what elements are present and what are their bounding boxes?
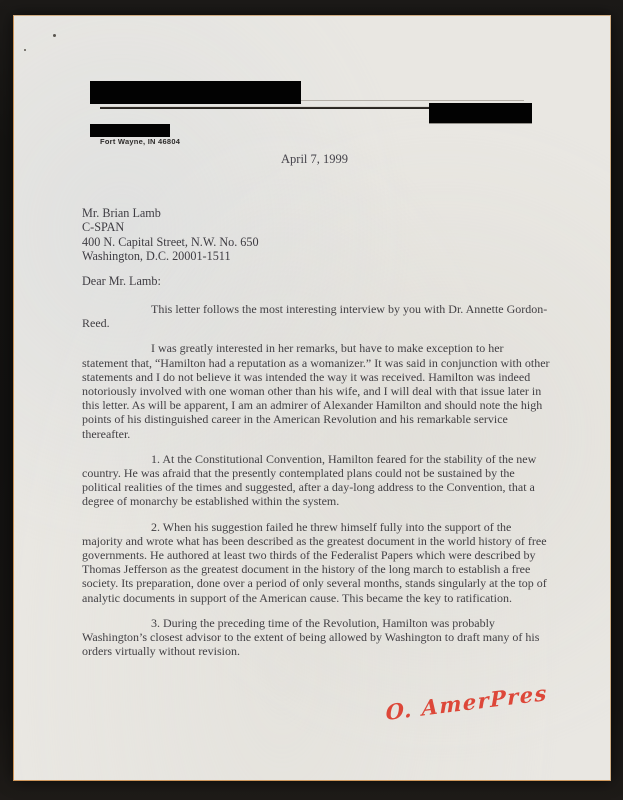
recipient-org: C-SPAN <box>82 220 125 235</box>
paragraph-point-1: 1. At the Constitutional Convention, Hamilton feared for the stability of the new country. He was afraid that the presently contemplated plans could not be sustained by the political realities of the times and suggested, after a day-long address to the Convention, that a degree of monarchy be established within the system. <box>82 451 537 509</box>
redaction-letterhead-right <box>429 103 532 123</box>
recipient-name: Mr. Brian Lamb <box>82 206 161 220</box>
salutation: Dear Mr. Lamb: <box>82 274 161 288</box>
recipient-city: Washington, D.C. 20001-1511 <box>82 249 231 264</box>
redaction-street-address <box>90 124 170 137</box>
paragraph-point-3: 3. During the preceding time of the Revolution, Hamilton was probably Washington’s closest advisor to the extent of being allowed by Washington to draft many of his orders virtually without revision. <box>82 615 540 659</box>
redaction-letterhead-name <box>90 81 301 104</box>
letter-date: April 7, 1999 <box>281 152 349 166</box>
handwritten-annotation: O. AmerPres <box>385 679 548 725</box>
letter-body <box>82 302 550 669</box>
letterhead-rule <box>100 106 430 109</box>
recipient-address-block <box>82 206 259 264</box>
letterhead-rule-thin <box>284 100 524 101</box>
scan-speck <box>53 34 56 37</box>
letterhead-city: Fort Wayne, IN 46804 <box>100 137 181 146</box>
recipient-street: 400 N. Capital Street, N.W. No. 650 <box>82 234 259 249</box>
scan-speck <box>24 49 26 51</box>
paragraph-objection: I was greatly interested in her remarks, but have to make exception to her statement that, “Hamilton had a reputation as a womanizer.” It was said in conjunction with other statements and I do not believe it was intended the way it was received. Hamilton was indeed notoriously involved with one woman other than his wife, and I will deal with that issue later in this letter. As will be apparent, I am an admirer of Alexander Hamilton and should note the high points of his distinguished career in the American Revolution and his remarkable service thereafter. <box>82 341 550 441</box>
paragraph-intro: This letter follows the most interesting interview by you with Dr. Annette Gordon-Reed. <box>82 302 548 331</box>
paragraph-point-2: 2. When his suggestion failed he threw himself fully into the support of the majority and wrote what has been described as the greatest document in the world history of free governments. He authored at least two thirds of the Federalist Papers which were described by Thomas Jefferson as the greatest document in the history of the long march to establish a free society. Its preparation, done over a period of only several months, stands singularly at the top of analytic documents in support of the American cause. This became the key to ratification. <box>82 519 547 605</box>
letter-page <box>13 15 611 781</box>
